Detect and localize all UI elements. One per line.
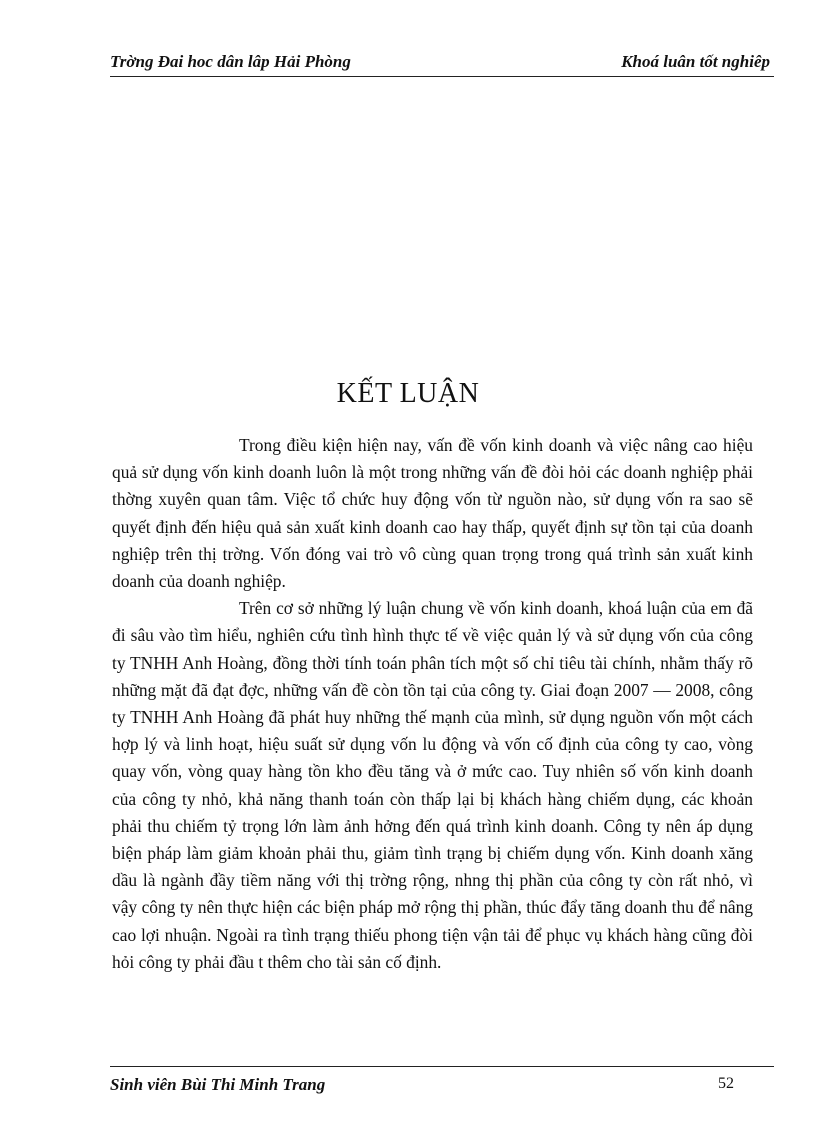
- page-footer: [110, 1066, 774, 1097]
- paragraph-1: Trong điều kiện hiện nay, vấn đề vốn kinh doanh và việc nâng cao hiệu quả sử dụng vốn kinh doanh luôn là một trong những vấn đề đòi hỏi các doanh nghiệp phải thờng xuyên quan tâm. Việc tổ chức huy động vốn từ nguồn nào, sử dụng vốn ra sao sẽ quyết định đến hiệu quả sản xuất kinh doanh cao hay thấp, quyết định sự tồn tại của doanh nghiệp trên thị trờng. Vốn đóng vai trò vô cùng quan trọng trong quá trình sản xuất kinh doanh của doanh nghiệp.: [112, 435, 753, 592]
- header-document-type: Khoá luân tốt nghiêp: [621, 52, 770, 71]
- document-body: [112, 432, 753, 976]
- page-header: [110, 52, 774, 77]
- header-school-name: Trờng Đai hoc dân lâp Hải Phòng: [110, 52, 351, 71]
- section-title: KẾT LUẬN: [336, 378, 480, 409]
- paragraph-2: Trên cơ sở những lý luận chung về vốn kinh doanh, khoá luận của em đã đi sâu vào tìm hiểu, nghiên cứu tình hình thực tế về việc quản lý và sử dụng vốn của công ty TNHH Anh Hoàng, đồng thời tính toán phân tích một số chỉ tiêu tài chính, nhằm thấy rõ những mặt đã đạt đợc, những vấn đề còn tồn tại của công ty. Giai đoạn 2007 — 2008, công ty TNHH Anh Hoàng đã phát huy những thế mạnh của mình, sử dụng nguồn vốn một cách hợp lý và linh hoạt, hiệu suất sử dụng vốn lu động và vốn cố định của công ty cao, vòng quay vốn, vòng quay hàng tồn kho đều tăng và ở mức cao. Tuy nhiên số vốn kinh doanh của công ty nhỏ, khả năng thanh toán còn thấp lại bị khách hàng chiếm dụng, các khoản phải thu chiếm tỷ trọng lớn làm ảnh hởng đến quá trình kinh doanh. Công ty nên áp dụng biện pháp làm giảm khoản phải thu, giảm tình trạng bị chiếm dụng vốn. Kinh doanh xăng dầu là ngành đầy tiềm năng với thị trờng rộng, nhng thị phần của công ty còn rất nhỏ, vì vậy công ty nên thực hiện các biện pháp mở rộng thị phần, thúc đẩy tăng doanh thu để nâng cao lợi nhuận. Ngoài ra tình trạng thiếu phong tiện vận tải để phục vụ khách hàng cũng đòi hỏi công ty phải đầu t thêm cho tài sản cố định.: [112, 598, 753, 972]
- page-number: 52: [718, 1075, 734, 1092]
- footer-student-name: Sinh viên Bùi Thi Minh Trang: [110, 1075, 326, 1094]
